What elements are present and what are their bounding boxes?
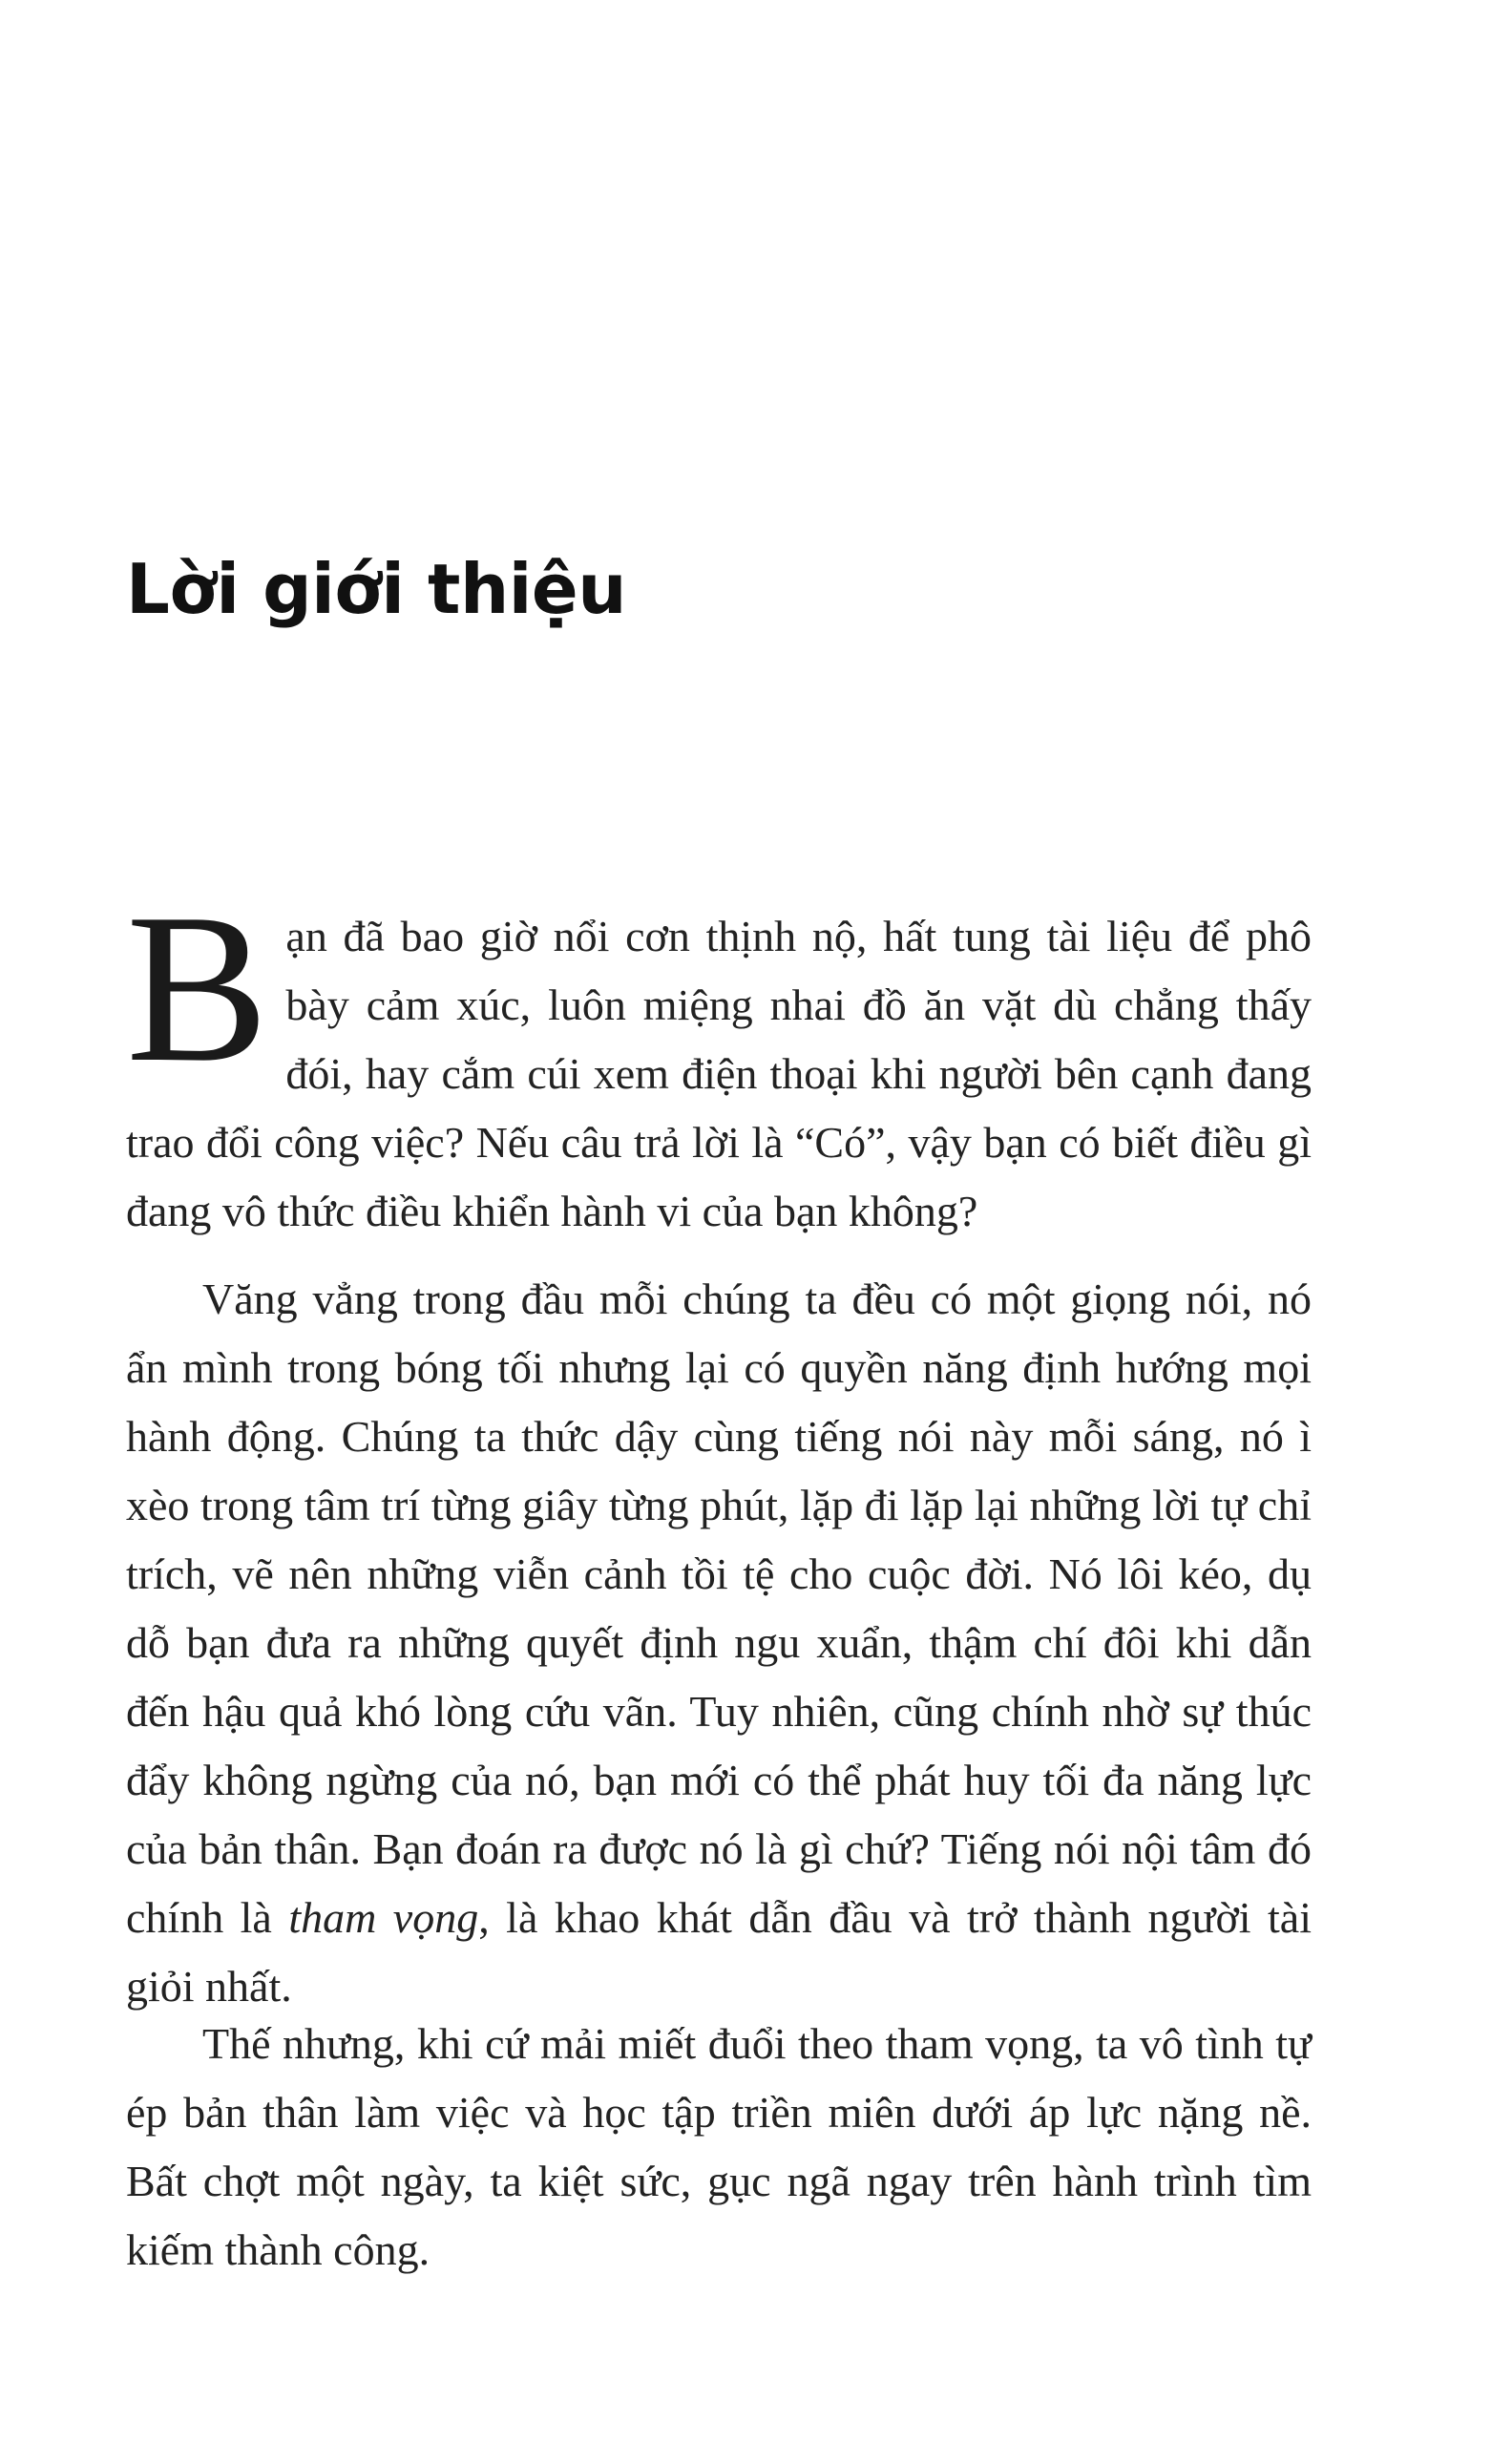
paragraph-2-italic-term: tham vọng (288, 1893, 479, 1942)
paragraph-2-after-italic: , là khao khát dẫn đầu và trở thành người tài giỏi nhất. (126, 1893, 1312, 2011)
paragraph-2-before-italic: Văng vẳng trong đầu mỗi chúng ta đều có một giọng nói, nó ẩn mình trong bóng tối nhưng lại có quyền năng định hướng mọi hành động. Chúng ta thức dậy cùng tiếng nói này mỗi sáng, nó ì xèo trong tâm trí từng giây từng phút, lặp đi lặp lại những lời tự chỉ trích, vẽ nên những viễn cảnh tồi tệ cho cuộc đời. Nó lôi kéo, dụ dỗ bạn đưa ra những quyết định ngu xuẩn, thậm chí đôi khi dẫn đến hậu quả khó lòng cứu vãn. Tuy nhiên, cũng chính nhờ sự thúc đẩy không ngừng của nó, bạn mới có thể phát huy tối đa năng lực của bản thân. Bạn đoán ra được nó là gì chứ? Tiếng nói nội tâm đó chính là (126, 1275, 1312, 1942)
paragraph-1-body: ạn đã bao giờ nổi cơn thịnh nộ, hất tung tài liệu để phô bày cảm xúc, luôn miệng nhai đồ ăn vặt dù chẳng thấy đói, hay cắm cúi xem điện thoại khi người bên cạnh đang trao đổi công việc? Nếu câu trả lời là “Có”, vậy bạn có biết điều gì đang vô thức điều khiển hành vi của bạn không? (126, 912, 1312, 1235)
paragraph-inner-voice (126, 1265, 1312, 2021)
paragraph-exhaustion (126, 2010, 1312, 2285)
paragraph-2-text (126, 1265, 1312, 2021)
paragraph-intro (126, 870, 1312, 1246)
chapter-heading: Lời giới thiệu (126, 549, 626, 629)
paragraph-1-text (126, 870, 1312, 1246)
drop-cap: B (126, 870, 269, 1106)
paragraph-3-text: Thế nhưng, khi cứ mải miết đuổi theo tham vọng, ta vô tình tự ép bản thân làm việc và học tập triền miên dưới áp lực nặng nề. Bất chợt một ngày, ta kiệt sức, gục ngã ngay trên hành trình tìm kiếm thành công. (126, 2019, 1312, 2274)
